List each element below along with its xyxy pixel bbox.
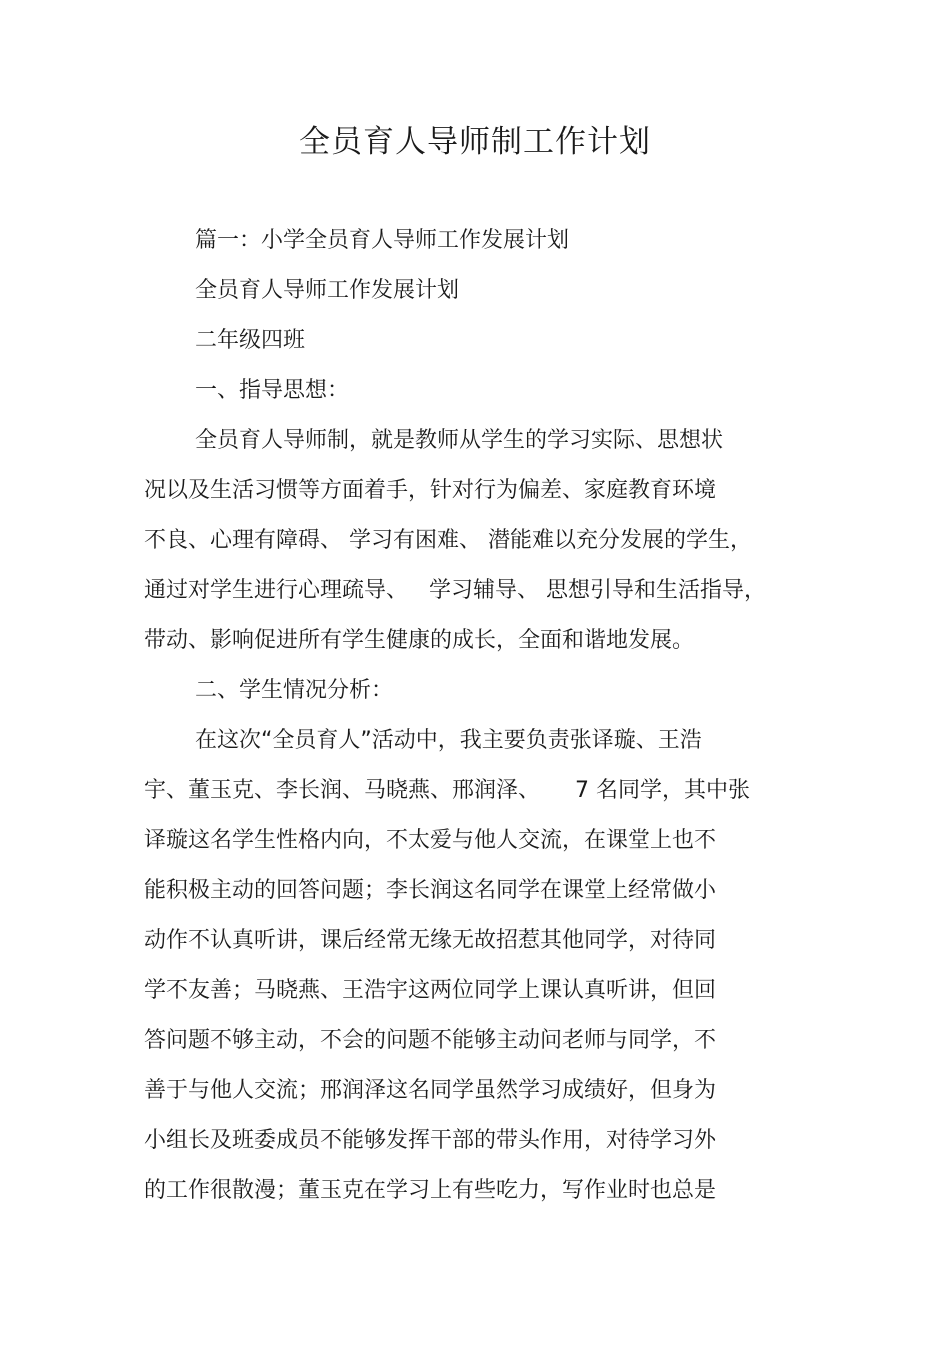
- document-title: 全员育人导师制工作计划: [299, 124, 651, 160]
- paragraph-line: 善于与他人交流；邢润泽这名同学虽然学习成绩好，但身为: [144, 1078, 717, 1103]
- paragraph-line: 动作不认真听讲，课后经常无缘无故招惹其他同学，对待同: [144, 928, 717, 953]
- paragraph-line: 译璇这名学生性格内向，不太爱与他人交流，在课堂上也不: [144, 828, 717, 853]
- paragraph-line: 通过对学生进行心理疏导、 学习辅导、 思想引导和生活指导，: [144, 578, 766, 603]
- paragraph-line: 答问题不够主动，不会的问题不能够主动问老师与同学，不: [144, 1028, 717, 1053]
- paragraph-line: 在这次“全员育人”活动中，我主要负责张译璇、王浩: [195, 728, 702, 753]
- paragraph-line: 不良、心理有障碍、 学习有困难、 潜能难以充分发展的学生，: [144, 528, 752, 553]
- heading-guiding-thought: 一、指导思想：: [195, 378, 350, 403]
- paragraph-line: 况以及生活习惯等方面着手，针对行为偏差、家庭教育环境: [144, 478, 717, 503]
- subtitle-plan: 全员育人导师工作发展计划: [195, 278, 460, 303]
- paragraph-line: 小组长及班委成员不能够发挥干部的带头作用，对待学习外: [144, 1128, 717, 1153]
- paragraph-line: 全员育人导师制，就是教师从学生的学习实际、思想状: [195, 428, 724, 453]
- paragraph-line: 学不友善；马晓燕、王浩宇这两位同学上课认真听讲，但回: [144, 978, 717, 1003]
- heading-student-analysis: 二、学生情况分析：: [195, 678, 394, 703]
- paragraph-line: 带动、影响促进所有学生健康的成长，全面和谐地发展。: [144, 628, 695, 653]
- class-label: 二年级四班: [195, 328, 306, 353]
- paragraph-line: 宇、董玉克、李长润、马晓燕、邢润泽、 7 名同学，其中张: [144, 778, 750, 803]
- paragraph-line: 的工作很散漫；董玉克在学习上有些吃力，写作业时也总是: [144, 1178, 717, 1203]
- paragraph-line: 能积极主动的回答问题；李长润这名同学在课堂上经常做小: [144, 878, 717, 903]
- section-heading-part-one: 篇一：小学全员育人导师工作发展计划: [195, 228, 570, 253]
